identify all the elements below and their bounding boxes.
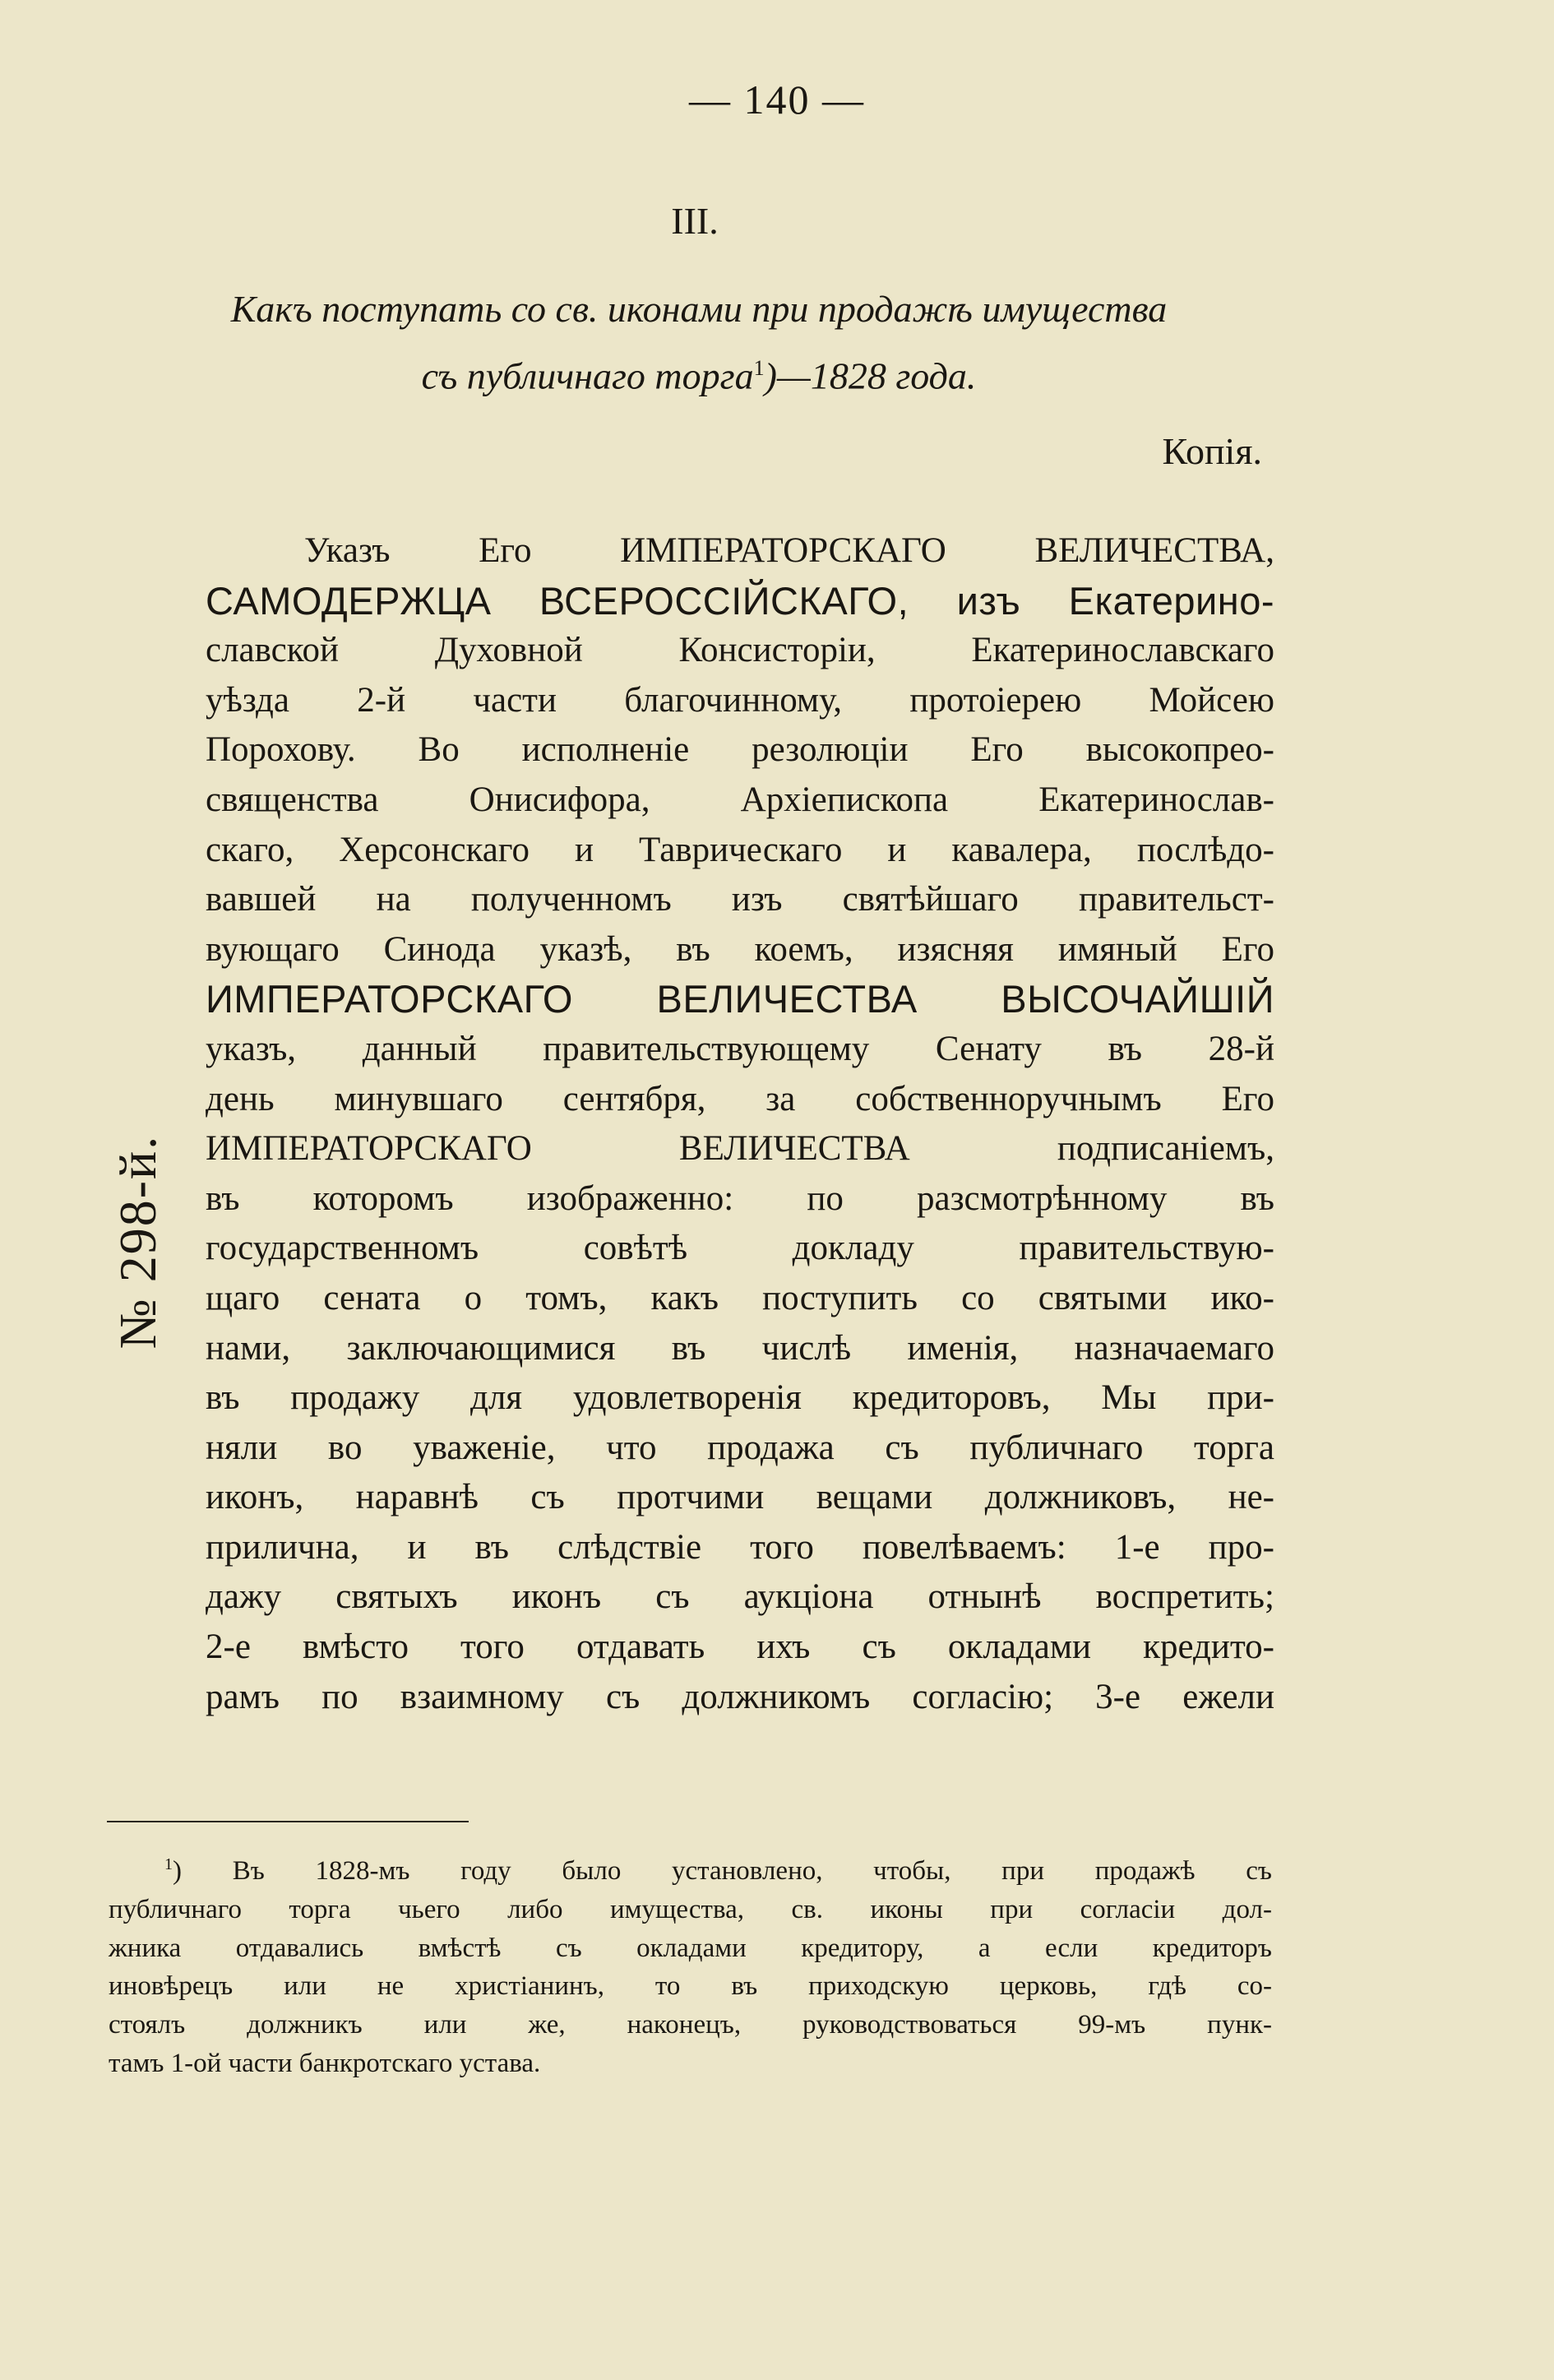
footnote-divider — [107, 1821, 469, 1822]
body-line: славской Духовной Консисторіи, Екатеринославскаго — [206, 631, 1274, 670]
body-line: иконъ, наравнѣ съ протчими вещами должниковъ, не- — [206, 1478, 1274, 1517]
page-number: — 140 — — [689, 76, 865, 123]
side-margin-number — [97, 1110, 179, 1373]
body-text — [206, 526, 1274, 1722]
body-line: дажу святыхъ иконъ съ аукціона отнынѣ воспретить; — [206, 1577, 1274, 1617]
footnote-line: иновѣрецъ или не христіанинъ, то въ приходскую церковь, гдѣ со- — [109, 1971, 1272, 2002]
footnote-line — [109, 1845, 1272, 1891]
body-line: ИМПЕРАТОРСКАГО ВЕЛИЧЕСТВА подписаніемъ, — [206, 1129, 1274, 1169]
body-line: ИМПЕРАТОРСКАГО ВЕЛИЧЕСТВА ВЫСОЧАЙШІЙ — [206, 977, 1274, 1021]
body-line: скаго, Херсонскаго и Таврическаго и кавалера, послѣдо- — [206, 830, 1274, 869]
body-line: вавшей на полученномъ изъ святѣйшаго правительст- — [206, 880, 1274, 919]
section-numeral: III. — [671, 200, 719, 242]
body-line: Указъ Его ИМПЕРАТОРСКАГО ВЕЛИЧЕСТВА, — [304, 531, 1274, 570]
copy-label: Копія. — [1162, 430, 1262, 472]
footnote-line: стоялъ должникъ или же, наконецъ, руководствоваться 99-мъ пунк- — [109, 2010, 1272, 2040]
document-number: № 298-й. — [109, 1134, 167, 1350]
body-line: день минувшаго сентября, за собственноручнымъ Его — [206, 1079, 1274, 1118]
footnote — [109, 1845, 1272, 2083]
body-line: щаго сената о томъ, какъ поступить со святыми ико- — [206, 1278, 1274, 1317]
section-heading — [119, 280, 1279, 405]
body-line: няли во уваженіе, что продажа съ публичнаго торга — [206, 1428, 1274, 1467]
body-line: Порохову. Во исполненіе резолюціи Его высокопрео- — [206, 730, 1274, 770]
body-line: въ которомъ изображенно: по разсмотрѣнному въ — [206, 1178, 1274, 1218]
body-line: нами, заключающимися въ числѣ именія, назначаемаго — [206, 1328, 1274, 1368]
body-line: вующаго Синода указѣ, въ коемъ, изясняя имяный Его — [206, 929, 1274, 969]
footnote-mark: 1 — [164, 1855, 173, 1873]
footnote-line: публичнаго торга чьего либо имущества, св. иконы при согласіи дол- — [109, 1894, 1272, 1924]
footnote-line-text: ) Въ 1828-мъ году было установлено, чтобы, при продажѣ съ — [173, 1856, 1272, 1886]
body-line: уѣзда 2-й части благочинному, протоіерею Мойсею — [206, 680, 1274, 720]
heading-line-2 — [119, 339, 1279, 405]
body-line: рамъ по взаимному съ должникомъ согласію; 3-е ежели — [206, 1677, 1274, 1716]
body-line: 2-е вмѣсто того отдавать ихъ съ окладами кредито- — [206, 1628, 1274, 1667]
heading-line-2-date: )—1828 года. — [764, 354, 977, 397]
body-line: въ продажу для удовлетворенія кредиторовъ, Мы при- — [206, 1378, 1274, 1418]
body-line: священства Онисифора, Архіепископа Екатеринослав- — [206, 780, 1274, 819]
heading-line-2-text: съ публичнаго торга — [421, 354, 754, 397]
footnote-line: тамъ 1-ой части банкротскаго устава. — [109, 2048, 541, 2078]
heading-footnote-mark: 1 — [753, 356, 765, 380]
body-line: указъ, данный правительствующему Сенату въ 28-й — [206, 1029, 1274, 1068]
body-line: прилична, и въ слѣдствіе того повелѣваемъ: 1-е про- — [206, 1527, 1274, 1567]
body-line: САМОДЕРЖЦА ВСЕРОССІЙСКАГО, изъ Екатерино- — [206, 578, 1274, 623]
footnote-line: жника отдавались вмѣстѣ съ окладами кредитору, а если кредиторъ — [109, 1933, 1272, 1963]
body-line: государственномъ совѣтѣ докладу правительствую- — [206, 1229, 1274, 1268]
heading-line-1: Какъ поступать со св. иконами при продажѣ имущества — [230, 288, 1168, 330]
